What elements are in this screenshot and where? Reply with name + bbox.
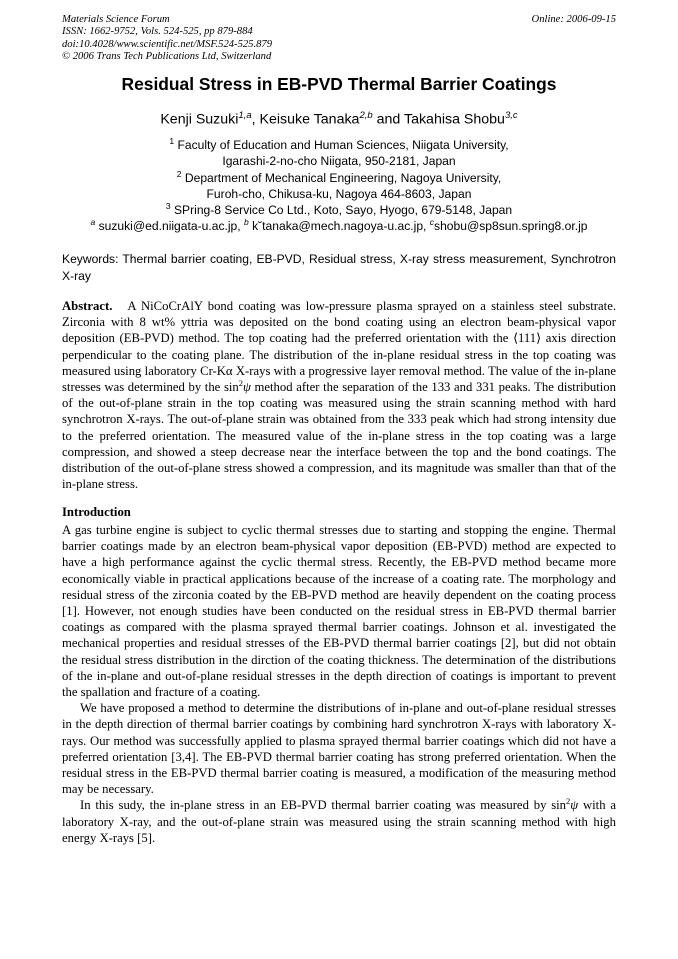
affiliation-line (0, 137, 678, 153)
keywords: Keywords: Thermal barrier coating, EB-PVD, Residual stress, X-ray stress measurement, Synchrotron X-ray (62, 252, 616, 283)
affiliation-text: Department of Mechanical Engineering, Nagoya University, (184, 170, 502, 185)
psi-symbol: ψ (243, 380, 251, 395)
journal-header (62, 14, 616, 64)
affiliation-line (0, 202, 678, 218)
psi-symbol: ψ (570, 798, 579, 813)
paper-title: Residual Stress in EB-PVD Thermal Barrier Coatings (121, 74, 557, 94)
copyright-line: © 2006 Trans Tech Publications Ltd, Switzerland (62, 51, 272, 63)
affiliation-marker: 3 (165, 201, 171, 212)
paragraph-text: with a laboratory X-ray, and the out-of-plane strain was measured using the strain scanning method with high energy X-rays [5]. (62, 798, 616, 845)
author-marker: 2,b (359, 110, 373, 121)
affiliation-text: Faculty of Education and Human Sciences, Niigata University, (177, 138, 509, 152)
author-name: Kenji Suzuki (160, 111, 239, 128)
email-address: k˘tanaka@mech.nagoya-u.ac.jp (252, 219, 424, 234)
section-heading: Introduction (62, 505, 131, 519)
introduction-body (62, 522, 616, 846)
author-list (0, 110, 678, 128)
affiliation-text: Igarashi-2-no-cho Niigata, 950-2181, Japan (222, 154, 456, 169)
email-marker: a (90, 217, 96, 228)
affiliation-text: SPring-8 Service Co Ltd., Koto, Sayo, Hyogo, 679-5148, Japan (173, 203, 513, 218)
author-name: Takahisa Shobu (403, 111, 505, 128)
journal-name: Materials Science Forum (62, 14, 170, 25)
affiliation-line (0, 153, 678, 169)
affiliation-marker: 1 (169, 135, 175, 146)
author-separator: and (372, 111, 404, 128)
author-separator: , (251, 111, 260, 128)
abstract-text: A NiCoCrAlY bond coating was low-pressure plasma sprayed on a stainless steel substrate. Zirconia with 8 wt% yttria was deposited on the bond coating using an electron beam-physical vapor deposition (EB-PVD) method. The top coating had the preferred orientation with the ⟨111⟩ axis direction perpendicular to the coating plane. The distribution of the in-plane residual stress in the top coating was measured using laboratory Cr-Kα X-rays with a progressive layer removal method. The value of the in-plane stresses was determined by the sin (62, 299, 616, 395)
online-date: Online: 2006-09-15 (531, 14, 616, 25)
email-address: suzuki@ed.niigata-u.ac.jp (98, 219, 238, 234)
paragraph: A gas turbine engine is subject to cyclic thermal stresses due to starting and stopping the engine. Thermal barrier coatings made by an electron beam-physical vapor deposition (EB-PVD) method are expected to have a high performance against the cyclic thermal stress. Recently, the EB-PVD method became more economically viable in practical applications because of the increase of a coating rate. The morphology and residual stress of the zirconia coated by the EB-PVD method are heavily dependent on the coating process [1]. However, not enough studies have been conducted on the residual stress in EB-PVD thermal barrier coatings as compared with the plasma sprayed thermal barrier coatings. Johnson et al. investigated the mechanical properties and residual stresses of the EB-PVD thermal barrier coatings [2], but did not obtain the residual stress distribution in the dirction of the coating thickness. The determination of the distributions of the in-plane and out-of-plane residual stresses in the depth direction of coatings is important to prevent the spallation and fracture of a coating. (62, 523, 616, 700)
author-marker: 1,a (238, 110, 252, 121)
abstract (62, 298, 616, 492)
affiliation-marker: 2 (176, 168, 182, 179)
affiliation-text: Furoh-cho, Chikusa-ku, Nagoya 464-8603, Japan (206, 186, 472, 201)
abstract-label: Abstract. (62, 299, 113, 313)
sin-exponent: 2 (566, 796, 571, 807)
email-line: $^a$ suzuki@ed.niigata-u.ac.jp, $^b$ k˘tanaka@mech.nagoya-u.ac.jp, $^c$shobu@sp8sun.spring8.or.jp (90, 217, 588, 234)
author-marker: 3,c (504, 110, 518, 121)
paragraph-text: In this sudy, the in-plane stress in an EB-PVD thermal barrier coating was measured by sin (80, 798, 567, 813)
paragraph: We have proposed a method to determine the distributions of in-plane and out-of-plane residual stresses in the depth direction of thermal barrier coatings by combining hard synchrotron X-rays with laboratory X-rays. Our method was successfully applied to plasma sprayed thermal barrier coatings which did not have a preferred orientation [3,4]. The EB-PVD thermal barrier coating has strong preferred orientation. When the residual stress in the EB-PVD thermal barrier coating is measured, a modification of the measuring method may be necessary. (62, 701, 616, 797)
email-marker: c (429, 217, 435, 228)
sin-exponent: 2 (238, 377, 243, 388)
affiliations (0, 137, 678, 235)
author-name: Keisuke Tanaka (259, 111, 360, 128)
abstract-text: method after the separation of the 133 and 331 peaks. The distribution of the out-of-plane strain in the top coating was measured using the strain scanning method with hard synchrotron X-rays. The out-of-plane strain was obtained from the 333 peak which had strong intensity due to the preferred orientation. The measured value of the in-plane stress in the top coating was a large compression, and showed a steep decrease near the interface between the top and the bond coatings. The distribution of the out-of-plane stress showed a compression, and its magnitude was smaller than that of the in-plane stress. (62, 380, 616, 492)
doi-line: doi:10.4028/www.scientific.net/MSF.524-525.879 (62, 38, 272, 50)
email-marker: b (244, 217, 249, 228)
affiliation-line (0, 170, 678, 186)
email-address: shobu@sp8sun.spring8.or.jp (434, 219, 588, 234)
paragraph (62, 797, 616, 846)
affiliation-line (0, 186, 678, 202)
issn-line: ISSN: 1662-9752, Vols. 524-525, pp 879-884 (62, 26, 253, 38)
